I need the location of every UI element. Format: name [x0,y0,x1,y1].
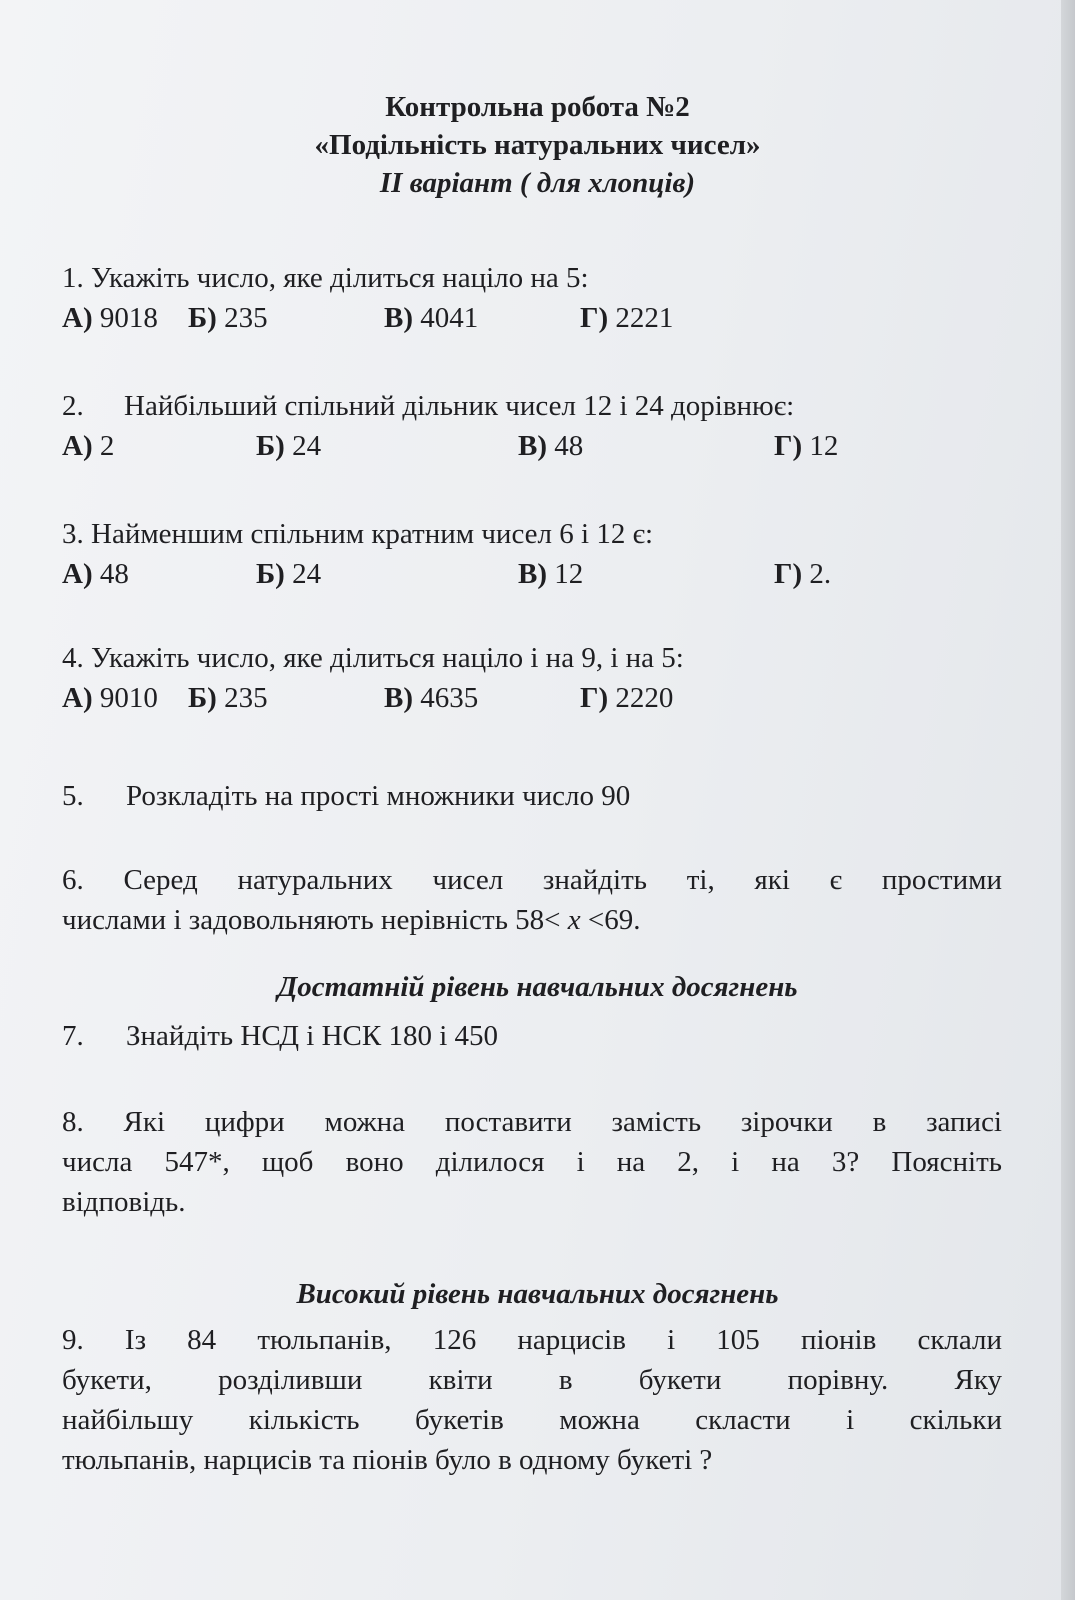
question-9-line-3: найбільшу кількість букетів можна скласти і скільки [62,1404,1002,1436]
question-8-line-3: відповідь. [62,1186,186,1218]
question-3-options [62,554,1002,594]
question-4 [62,638,1002,718]
q2-option-c: В) 48 [518,430,584,462]
question-9-number: 9. [62,1324,84,1356]
q4-option-d: Г) 2220 [580,682,674,714]
question-5-number: 5. [62,780,84,812]
document-subtitle: «Подільність натуральних чисел» [314,129,761,161]
question-2-options [62,426,1002,466]
q3-option-d: Г) 2. [774,558,832,590]
question-4-text: 4. Укажіть число, яке ділиться націло і на 9, і на 5: [62,642,684,674]
question-9-line-2: букети, розділивши квіти в букети порівну. Яку [62,1364,1002,1396]
q4-option-a: А) 9010 [62,682,158,714]
question-1-text: 1. Укажіть число, яке ділиться націло на 5: [62,262,589,294]
question-8-line-2: числа 547*, щоб воно ділилося і на 2, і на 3? Поясніть [62,1146,1002,1178]
question-2-number: 2. [62,390,84,422]
question-8-number: 8. [62,1106,84,1138]
q3-option-a: А) 48 [62,558,129,590]
question-1-options [62,298,1002,338]
question-7 [62,1016,1002,1056]
q3-option-c: В) 12 [518,558,584,590]
question-2-text: Найбільший спільний дільник чисел 12 і 24 дорівнює: [124,390,795,422]
document-variant: II варіант ( для хлопців) [379,167,696,199]
question-3 [62,514,1002,594]
question-6 [62,860,1002,940]
q4-option-b: Б) 235 [188,682,268,714]
question-9-line-4: тюльпанів, нарцисів та піонів було в одному букеті ? [62,1444,713,1476]
question-1 [62,258,1002,338]
document-title: Контрольна робота №2 [385,91,690,123]
question-5-text: Розкладіть на прості множники число 90 [126,780,631,812]
q1-option-d: Г) 2221 [580,302,674,334]
q1-option-c: В) 4041 [384,302,479,334]
question-4-options [62,678,1002,718]
question-8 [62,1102,1002,1222]
question-8-line-1: Які цифри можна поставити замість зірочки в записі [123,1106,1002,1138]
question-9-line-1: Із 84 тюльпанів, 126 нарцисів і 105 піонів склали [124,1324,1002,1356]
question-6-line-2: числами і задовольняють нерівність 58< x <69. [62,904,641,936]
question-7-text: Знайдіть НСД і НСК 180 і 450 [126,1020,499,1052]
question-9 [62,1320,1002,1480]
q2-option-b: Б) 24 [256,430,322,462]
question-6-line-1: 6. Серед натуральних чисел знайдіть ті, які є простими [62,864,1002,896]
question-7-number: 7. [62,1020,84,1052]
section-sufficient-level: Достатній рівень навчальних досягнень [277,971,798,1003]
q1-option-a: А) 9018 [62,302,158,334]
document-header [0,88,1075,202]
question-3-text: 3. Найменшим спільним кратним чисел 6 і 12 є: [62,518,654,550]
question-5 [62,776,1002,816]
question-2 [62,386,1002,466]
q2-option-a: А) 2 [62,430,115,462]
q2-option-d: Г) 12 [774,430,839,462]
paper-edge-shadow [1061,0,1075,1600]
section-high-level: Високий рівень навчальних досягнень [296,1278,779,1310]
q4-option-c: В) 4635 [384,682,479,714]
q1-option-b: Б) 235 [188,302,268,334]
variable-x: x [567,904,581,936]
q3-option-b: Б) 24 [256,558,322,590]
